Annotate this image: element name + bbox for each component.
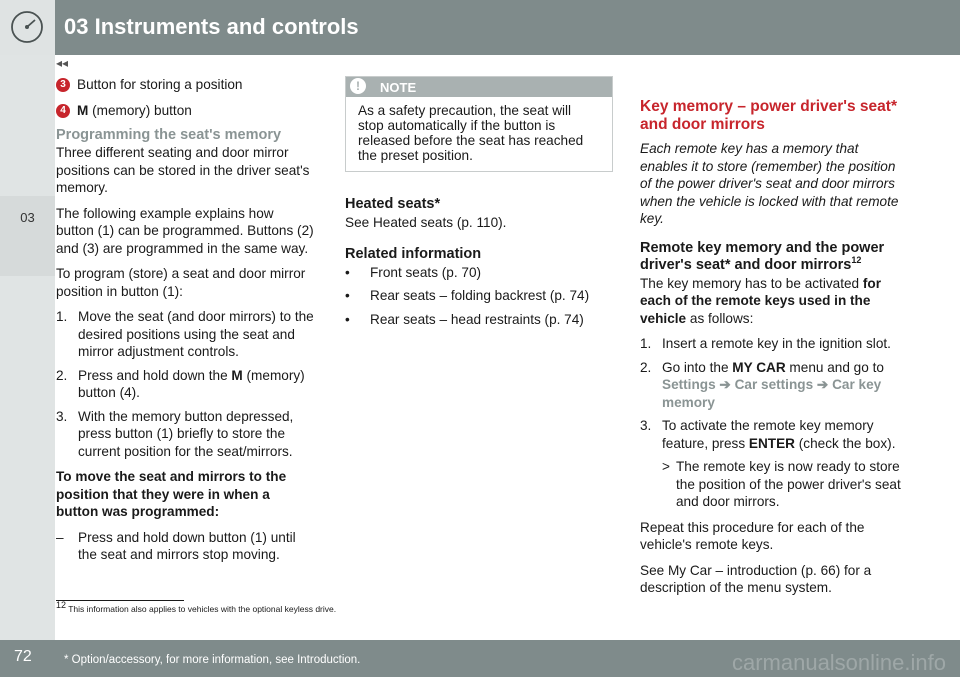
paragraph: Repeat this procedure for each of the vehicle's remote keys. bbox=[640, 519, 865, 552]
gauge-icon bbox=[0, 0, 55, 55]
footnote: $^{12}$ This information also applies to vehicles with the optional keyless drive. bbox=[56, 600, 337, 614]
related-link[interactable]: • Front seats (p. 70) bbox=[345, 264, 482, 280]
warning-icon: ! bbox=[350, 78, 366, 94]
callout-badge: 3 bbox=[56, 78, 70, 92]
chapter-number: 03 bbox=[20, 210, 35, 225]
dash-item: – Press and hold down button (1) until the seat and mirrors stop moving. bbox=[56, 529, 296, 562]
note-title: NOTE bbox=[380, 80, 417, 95]
list-item: 2. Go into the MY CAR menu and go to Settings ➔ Car settings ➔ Car key memory bbox=[640, 359, 884, 410]
note-box bbox=[345, 76, 613, 172]
back-arrow-icon[interactable]: ◂◂ bbox=[56, 56, 69, 70]
column-right bbox=[640, 98, 908, 605]
heated-seats-link[interactable]: See Heated seats (p. 110). bbox=[345, 215, 507, 230]
steps-list bbox=[56, 308, 314, 460]
paragraph: See My Car – introduction (p. 66) for a description of the menu system. bbox=[640, 562, 872, 595]
column-middle bbox=[345, 76, 613, 334]
callout-bold: M bbox=[77, 102, 89, 118]
section-heading: Programming the seat's memory bbox=[56, 127, 282, 143]
result-item: > The remote key is now ready to store the position of the power driver's seat and door mirrors. bbox=[662, 459, 901, 509]
note-text: As a safety precaution, the seat will stop automatically if the button is released before the seat has reached the preset position. bbox=[358, 103, 584, 163]
footnote-divider bbox=[56, 600, 184, 601]
chapter-tab[interactable] bbox=[0, 196, 55, 276]
paragraph: The key memory has to be activated for each of the remote keys used in the vehicle as follows: bbox=[640, 275, 882, 326]
column-left bbox=[56, 76, 314, 564]
list-item: 2. Press and hold down the M (memory) button (4). bbox=[56, 367, 305, 400]
related-link[interactable]: • Rear seats – folding backrest (p. 74) bbox=[345, 288, 590, 303]
list-item: 3. To activate the remote key memory feature, press ENTER (check the box). > The remote key is now ready to store the position of the power driver's seat and door mirrors. bbox=[640, 417, 908, 511]
callout-3 bbox=[56, 76, 314, 94]
related-list bbox=[345, 264, 613, 329]
paragraph: Three different seating and door mirror positions can be stored in the driver seat's memory. bbox=[56, 145, 310, 195]
chapter-title: 03 Instruments and controls bbox=[64, 14, 359, 39]
chapter-sidebar bbox=[0, 55, 55, 640]
note-header bbox=[346, 77, 612, 97]
list-item: 1. Insert a remote key in the ignition slot. bbox=[640, 336, 891, 351]
bold-paragraph: To move the seat and mirrors to the position that they were in when a button was programmed: bbox=[56, 469, 287, 519]
heated-seats-heading: Heated seats* bbox=[345, 196, 441, 212]
list-item: 3. With the memory button depressed, press button (1) briefly to store the current position for the seat/mirrors. bbox=[56, 408, 294, 459]
footnote-ref: 12 bbox=[851, 254, 862, 265]
steps-list bbox=[640, 335, 908, 511]
paragraph: To program (store) a seat and door mirror position in button (1): bbox=[56, 266, 306, 299]
list-item: 1. Move the seat (and door mirrors) to the desired positions using the seat and mirror adjustment controls. bbox=[56, 309, 314, 359]
callout-4 bbox=[56, 102, 314, 120]
page-number: 72 bbox=[14, 648, 32, 665]
sub-heading: Remote key memory and the power driver's seat* and door mirrors$^{12}$ bbox=[640, 239, 885, 273]
intro-text: Each remote key has a memory that enables it to store (remember) the position of the power driver's seat and door mirrors when the vehicle is locked with that remote key. bbox=[640, 141, 899, 226]
section-title: Key memory – power driver's seat* and door mirrors bbox=[640, 98, 897, 133]
paragraph: The following example explains how button (1) can be programmed. Buttons (2) and (3) are programmed in the same way. bbox=[56, 205, 314, 256]
footer-note: * Option/accessory, for more information, see Introduction. bbox=[64, 654, 361, 666]
callout-badge: 4 bbox=[56, 104, 70, 118]
menu-path: Settings ➔ Car settings ➔ Car key memory bbox=[662, 377, 882, 410]
related-info-heading: Related information bbox=[345, 245, 482, 262]
callout-text: (memory) button bbox=[88, 102, 192, 118]
related-link[interactable]: • Rear seats – head restraints (p. 74) bbox=[345, 311, 584, 327]
page-header bbox=[0, 0, 960, 55]
callout-text: Button for storing a position bbox=[77, 77, 243, 92]
watermark: carmanualsonline.info bbox=[731, 650, 946, 675]
